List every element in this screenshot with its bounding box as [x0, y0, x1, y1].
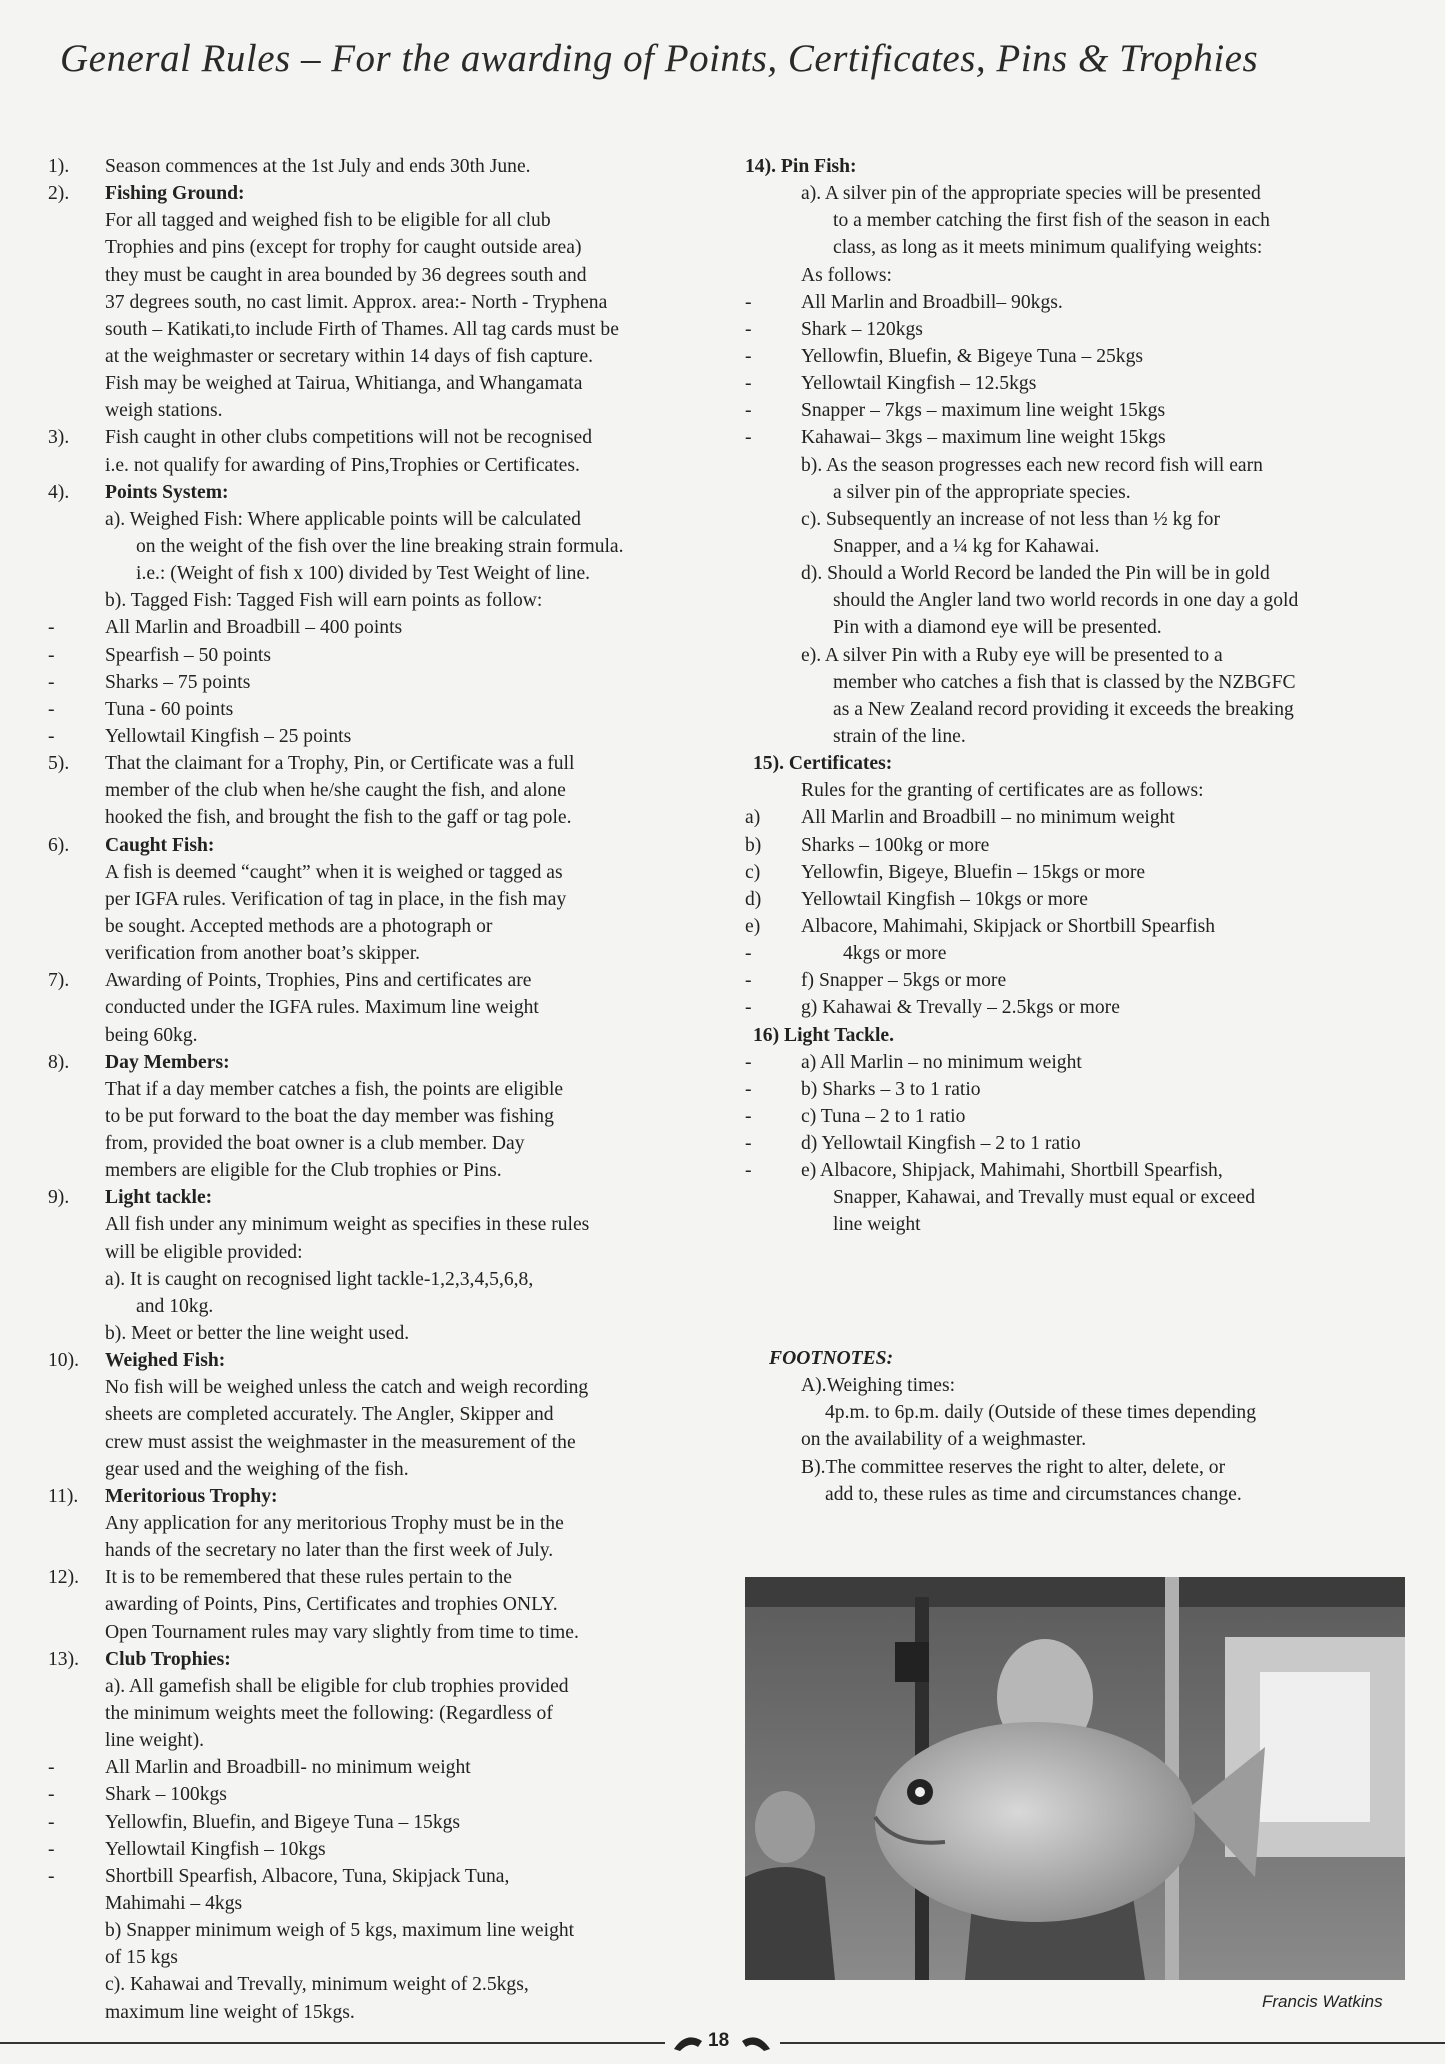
rule-line	[48, 153, 688, 180]
rule-text: Mahimahi – 4kgs	[105, 1893, 243, 1914]
rule-line	[48, 913, 688, 940]
rule-line	[48, 1564, 688, 1591]
rule-line	[48, 1971, 688, 1998]
rule-line	[745, 289, 1405, 316]
rule-text: It is to be remembered that these rules pertain to the	[105, 1567, 512, 1589]
rule-text: All Marlin and Broadbill– 90kgs.	[801, 291, 1063, 313]
rule-line	[48, 1347, 688, 1374]
angler-with-snapper-image	[745, 1577, 1405, 1980]
rule-text: Fish caught in other clubs competitions will not be recognised	[105, 427, 593, 449]
rule-line	[48, 397, 688, 424]
rule-text: as a New Zealand record providing it exceeds the breaking	[833, 698, 1294, 720]
rule-text: Shark – 100kgs	[105, 1784, 227, 1806]
rule-marker: e)	[745, 915, 761, 937]
rule-line	[48, 1374, 688, 1401]
rule-text: B).The committee reserves the right to alter, delete, or	[801, 1456, 1226, 1478]
rule-line	[745, 642, 1405, 669]
rule-text: Rules for the granting of certificates are as follows:	[801, 780, 1204, 802]
rule-marker: -	[745, 943, 752, 965]
rule-line	[48, 1022, 688, 1049]
rule-text: Yellowtail Kingfish – 10kgs	[105, 1838, 326, 1860]
rule-text: A fish is deemed “caught” when it is weighed or tagged as	[105, 861, 563, 883]
rule-line	[48, 1863, 688, 1890]
rule-line	[745, 1481, 1405, 1508]
rule-line	[48, 1646, 688, 1673]
rule-line	[48, 506, 688, 533]
rule-text: should the Angler land two world records in one day a gold	[833, 590, 1299, 612]
rule-text: g) Kahawai & Trevally – 2.5kgs or more	[801, 997, 1120, 1019]
rule-line	[745, 994, 1405, 1021]
rule-text: b). Tagged Fish: Tagged Fish will earn points as follow:	[105, 590, 543, 612]
rule-line	[48, 886, 688, 913]
rule-line	[48, 614, 688, 641]
rule-marker: 11).	[48, 1485, 79, 1507]
rule-text: 4p.m. to 6p.m. daily (Outside of these times depending	[825, 1402, 1256, 1424]
rule-text: Tuna - 60 points	[105, 698, 234, 720]
rule-text: That the claimant for a Trophy, Pin, or Certificate was a full	[105, 753, 575, 775]
rule-text: will be eligible provided:	[105, 1241, 303, 1263]
rule-line	[745, 343, 1405, 370]
rule-marker: -	[745, 1105, 752, 1127]
rule-text: hooked the fish, and brought the fish to the gaff or tag pole.	[105, 807, 572, 829]
rule-text: Spearfish – 50 points	[105, 644, 271, 666]
rule-line	[48, 804, 688, 831]
rule-text: A).Weighing times:	[801, 1375, 956, 1397]
rule-marker: 6).	[48, 834, 70, 856]
rule-marker: a)	[745, 807, 761, 829]
rule-text: Albacore, Mahimahi, Skipjack or Shortbill Spearfish	[801, 915, 1216, 937]
rule-text: Any application for any meritorious Trophy must be in the	[105, 1513, 564, 1535]
rule-line	[48, 207, 688, 234]
rule-line	[745, 452, 1405, 479]
rule-line	[48, 1944, 688, 1971]
rule-text: and 10kg.	[136, 1295, 214, 1317]
rule-line	[48, 1673, 688, 1700]
rule-marker: b)	[745, 834, 762, 856]
rule-line	[745, 180, 1405, 207]
rule-text: All Marlin and Broadbill – 400 points	[105, 617, 403, 639]
rule-text: 37 degrees south, no cast limit. Approx. area:- North - Tryphena	[105, 291, 608, 313]
rule-line	[48, 1836, 688, 1863]
rule-line	[48, 370, 688, 397]
rule-line	[48, 1890, 688, 1917]
rule-line	[48, 859, 688, 886]
rule-text: Yellowtail Kingfish – 25 points	[105, 725, 352, 747]
rule-line	[745, 1211, 1405, 1238]
rule-line	[48, 1809, 688, 1836]
rule-text: Shortbill Spearfish, Albacore, Tuna, Skipjack Tuna,	[105, 1865, 510, 1887]
rule-text: on the availability of a weighmaster.	[801, 1429, 1087, 1451]
rule-line	[745, 1049, 1405, 1076]
rule-marker: -	[745, 291, 752, 313]
rule-marker: -	[745, 1078, 752, 1100]
photo-caption: Francis Watkins	[1262, 1992, 1383, 2011]
rule-line	[745, 479, 1405, 506]
rule-line	[48, 1999, 688, 2026]
rule-text: Yellowfin, Bluefin, & Bigeye Tuna – 25kgs	[801, 345, 1144, 367]
rule-marker: 8).	[48, 1051, 70, 1073]
rule-line	[745, 614, 1405, 641]
rule-marker: -	[48, 725, 55, 747]
rule-marker: -	[745, 427, 752, 449]
rule-marker: -	[48, 1784, 55, 1806]
rule-text: Day Members:	[105, 1051, 230, 1073]
rule-line	[48, 669, 688, 696]
rule-text: from, provided the boat owner is a club member. Day	[105, 1133, 525, 1155]
rule-text: c). Kahawai and Trevally, minimum weight of 2.5kgs,	[105, 1974, 529, 1996]
rule-marker: -	[48, 671, 55, 693]
rule-marker: -	[48, 1757, 55, 1779]
rule-line	[48, 560, 688, 587]
rule-text: Yellowtail Kingfish – 10kgs or more	[801, 888, 1089, 910]
rule-line	[48, 1103, 688, 1130]
rule-line	[48, 262, 688, 289]
rule-marker: 7).	[48, 970, 70, 992]
rule-line	[48, 1537, 688, 1564]
angler-photo	[745, 1577, 1405, 1980]
rule-text: conducted under the IGFA rules. Maximum line weight	[105, 997, 539, 1019]
page-number: 18	[708, 2030, 730, 2051]
rule-line	[48, 994, 688, 1021]
rule-text: All Marlin and Broadbill – no minimum weight	[801, 807, 1175, 829]
rule-text: Sharks – 100kg or more	[801, 834, 990, 856]
rule-text: crew must assist the weighmaster in the measurement of the	[105, 1431, 576, 1453]
rule-text: Kahawai– 3kgs – maximum line weight 15kgs	[801, 427, 1166, 449]
rule-text: Season commences at the 1st July and ends 30th June.	[105, 156, 531, 177]
rule-text: e) Albacore, Shipjack, Mahimahi, Shortbill Spearfish,	[801, 1160, 1223, 1182]
rule-line	[745, 1130, 1405, 1157]
rule-text: c). Subsequently an increase of not less than ½ kg for	[801, 508, 1220, 530]
rule-line	[745, 1372, 1405, 1399]
rule-marker: 3).	[48, 427, 70, 449]
rule-marker: -	[48, 644, 55, 666]
rule-text: strain of the line.	[833, 725, 966, 747]
rule-line	[745, 397, 1405, 424]
rule-text: Yellowtail Kingfish – 12.5kgs	[801, 373, 1037, 395]
rule-line	[48, 1483, 688, 1510]
rule-marker: 4).	[48, 481, 70, 503]
rule-text: sheets are completed accurately. The Angler, Skipper and	[105, 1404, 554, 1426]
rule-line	[48, 1619, 688, 1646]
rule-text: Points System:	[105, 481, 229, 503]
rule-line	[48, 723, 688, 750]
rule-line	[745, 750, 1405, 777]
rule-text: No fish will be weighed unless the catch and weigh recording	[105, 1377, 589, 1399]
rule-text: Meritorious Trophy:	[105, 1485, 278, 1507]
rule-text: 15). Certificates:	[753, 753, 893, 775]
rule-line	[745, 533, 1405, 560]
rule-text: That if a day member catches a fish, the points are eligible	[105, 1078, 564, 1100]
rule-marker: c)	[745, 861, 761, 883]
rule-text: at the weighmaster or secretary within 14 days of fish capture.	[105, 345, 594, 367]
rule-text: to be put forward to the boat the day member was fishing	[105, 1105, 554, 1127]
rule-marker: -	[48, 1865, 55, 1887]
rule-line	[48, 642, 688, 669]
rule-text: Sharks – 75 points	[105, 671, 251, 693]
rule-line	[745, 1399, 1405, 1426]
right-column-rules	[745, 153, 1405, 1239]
rule-line	[745, 316, 1405, 343]
rule-text: Fishing Ground:	[105, 183, 245, 205]
rule-text: 4kgs or more	[843, 943, 947, 965]
rule-text: member of the club when he/she caught the fish, and alone	[105, 780, 566, 802]
rule-line	[48, 1320, 688, 1347]
left-column-rules	[48, 153, 688, 2026]
rule-line	[745, 506, 1405, 533]
rule-text: south – Katikati,to include Firth of Thames. All tag cards must be	[105, 318, 619, 340]
rule-line	[745, 153, 1405, 180]
rule-line	[48, 777, 688, 804]
rule-text: hands of the secretary no later than the first week of July.	[105, 1540, 554, 1562]
rule-line	[48, 1591, 688, 1618]
rule-text: For all tagged and weighed fish to be eligible for all club	[105, 210, 551, 232]
rule-line	[745, 696, 1405, 723]
rule-text: b). As the season progresses each new record fish will earn	[801, 454, 1263, 476]
rule-text: Snapper – 7kgs – maximum line weight 15kgs	[801, 400, 1166, 422]
rule-line	[48, 1727, 688, 1754]
rule-text: c) Tuna – 2 to 1 ratio	[801, 1105, 966, 1127]
rule-marker: -	[745, 400, 752, 422]
rule-text: member who catches a fish that is classed by the NZBGFC	[833, 671, 1296, 693]
rule-line	[745, 913, 1405, 940]
rule-text: Snapper, and a ¼ kg for Kahawai.	[833, 535, 1100, 557]
rule-line	[745, 886, 1405, 913]
rule-text: e). A silver Pin with a Ruby eye will be presented to a	[801, 644, 1223, 666]
rule-marker: -	[745, 1051, 752, 1073]
rule-line	[48, 180, 688, 207]
rule-text: Snapper, Kahawai, and Trevally must equal or exceed	[833, 1187, 1255, 1209]
rule-line	[745, 804, 1405, 831]
rule-text: class, as long as it meets minimum qualifying weights:	[833, 237, 1263, 259]
footer-divider-right	[780, 2042, 1445, 2044]
rule-text: i.e.: (Weight of fish x 100) divided by Test Weight of line.	[136, 563, 591, 585]
rule-marker: d)	[745, 888, 762, 910]
rule-text: of 15 kgs	[105, 1947, 178, 1969]
rule-marker: -	[48, 617, 55, 639]
rule-text: maximum line weight of 15kgs.	[105, 2001, 355, 2023]
rule-line	[745, 777, 1405, 804]
rule-text: Pin with a diamond eye will be presented.	[833, 617, 1162, 639]
rule-line	[48, 1130, 688, 1157]
rule-marker: 13).	[48, 1648, 80, 1670]
rule-line	[48, 1429, 688, 1456]
rule-line	[48, 750, 688, 777]
footer-divider-left	[0, 2042, 665, 2044]
rule-line	[48, 1211, 688, 1238]
rule-line	[745, 859, 1405, 886]
rule-line	[745, 234, 1405, 261]
rule-text: per IGFA rules. Verification of tag in place, in the fish may	[105, 888, 567, 910]
rule-line	[48, 452, 688, 479]
rule-line	[48, 1401, 688, 1428]
rule-text: gear used and the weighing of the fish.	[105, 1458, 409, 1480]
rule-text: Light tackle:	[105, 1187, 213, 1209]
rule-line	[48, 696, 688, 723]
rule-text: Fish may be weighed at Tairua, Whitianga, and Whangamata	[105, 373, 583, 395]
rule-marker: 10).	[48, 1350, 80, 1372]
rule-marker: 1).	[48, 156, 70, 177]
footnotes-title: FOOTNOTES:	[769, 1348, 894, 1369]
rule-marker: -	[745, 1160, 752, 1182]
rule-text: Yellowfin, Bigeye, Bluefin – 15kgs or more	[801, 861, 1146, 883]
rule-line	[745, 587, 1405, 614]
rule-marker: -	[48, 1811, 55, 1833]
rule-line	[48, 424, 688, 451]
footnotes	[745, 1345, 1405, 1508]
rule-line	[745, 424, 1405, 451]
rule-text: 14). Pin Fish:	[745, 156, 857, 177]
rule-line	[745, 560, 1405, 587]
rule-line	[745, 1426, 1405, 1453]
rule-line	[48, 1049, 688, 1076]
rule-marker: -	[745, 373, 752, 395]
rule-text: Caught Fish:	[105, 834, 215, 856]
rule-text: Yellowfin, Bluefin, and Bigeye Tuna – 15kgs	[105, 1811, 461, 1833]
rule-line	[745, 1184, 1405, 1211]
rule-line	[745, 1454, 1405, 1481]
rule-line	[48, 343, 688, 370]
rule-line	[745, 669, 1405, 696]
rule-line	[48, 1239, 688, 1266]
rule-line	[48, 832, 688, 859]
rule-line	[745, 262, 1405, 289]
rule-text: be sought. Accepted methods are a photograph or	[105, 915, 493, 937]
rule-text: on the weight of the fish over the line breaking strain formula.	[136, 535, 624, 557]
rule-line	[48, 234, 688, 261]
page-number-badge	[672, 2027, 772, 2059]
rule-text: b) Snapper minimum weigh of 5 kgs, maximum line weight	[105, 1920, 575, 1942]
rule-line	[48, 1266, 688, 1293]
rule-text: a) All Marlin – no minimum weight	[801, 1051, 1082, 1073]
rule-line	[745, 1076, 1405, 1103]
rule-marker: -	[48, 1838, 55, 1860]
rule-text: d). Should a World Record be landed the Pin will be in gold	[801, 563, 1270, 585]
rule-text: a silver pin of the appropriate species.	[833, 481, 1131, 503]
rule-line	[48, 289, 688, 316]
rule-marker: -	[745, 970, 752, 992]
rule-line	[745, 207, 1405, 234]
rule-line	[745, 832, 1405, 859]
rule-line	[48, 1076, 688, 1103]
rule-line	[48, 587, 688, 614]
rule-marker: -	[745, 345, 752, 367]
rule-text: the minimum weights meet the following: (Regardless of	[105, 1703, 553, 1725]
rule-text: members are eligible for the Club trophies or Pins.	[105, 1160, 502, 1182]
rule-text: Shark – 120kgs	[801, 318, 923, 340]
rule-text: Open Tournament rules may vary slightly from time to time.	[105, 1621, 579, 1643]
rule-text: a). Weighed Fish: Where applicable points will be calculated	[105, 508, 581, 530]
rule-text: add to, these rules as time and circumstances change.	[825, 1483, 1242, 1505]
rule-line	[48, 1700, 688, 1727]
rule-text: a). All gamefish shall be eligible for club trophies provided	[105, 1675, 569, 1697]
rule-text: Weighed Fish:	[105, 1350, 226, 1372]
rule-marker: -	[48, 698, 55, 720]
rule-text: Trophies and pins (except for trophy for caught outside area)	[105, 237, 582, 259]
rule-marker: -	[745, 1133, 752, 1155]
rule-text: to a member catching the first fish of the season in each	[833, 210, 1270, 232]
rule-line	[48, 1184, 688, 1211]
rule-text: b). Meet or better the line weight used.	[105, 1323, 410, 1345]
rule-line	[48, 1456, 688, 1483]
rule-text: line weight	[833, 1214, 921, 1236]
rule-marker: -	[745, 318, 752, 340]
rule-line	[48, 1754, 688, 1781]
rule-line	[745, 723, 1405, 750]
rule-marker: 12).	[48, 1567, 80, 1589]
rule-line	[48, 1510, 688, 1537]
rule-text: awarding of Points, Pins, Certificates and trophies ONLY.	[105, 1594, 558, 1616]
rule-text: weigh stations.	[105, 400, 223, 422]
rule-line	[48, 533, 688, 560]
rule-text: d) Yellowtail Kingfish – 2 to 1 ratio	[801, 1133, 1081, 1155]
rule-line	[745, 370, 1405, 397]
rule-text: i.e. not qualify for awarding of Pins,Trophies or Certificates.	[105, 454, 580, 476]
rule-marker: 2).	[48, 183, 70, 205]
rule-line	[745, 940, 1405, 967]
rule-text: 16) Light Tackle.	[753, 1024, 894, 1046]
rule-line	[48, 1293, 688, 1320]
rule-text: a). A silver pin of the appropriate species will be presented	[801, 183, 1261, 205]
rule-text: a). It is caught on recognised light tackle-1,2,3,4,5,6,8,	[105, 1268, 534, 1290]
rule-line	[745, 1103, 1405, 1130]
rule-text: Club Trophies:	[105, 1648, 231, 1670]
rule-line	[48, 1781, 688, 1808]
rule-line	[48, 967, 688, 994]
rule-text: they must be caught in area bounded by 36 degrees south and	[105, 264, 587, 286]
rule-line	[48, 940, 688, 967]
rule-text: As follows:	[801, 264, 892, 286]
rule-text: All Marlin and Broadbill- no minimum weight	[105, 1757, 471, 1779]
rule-text: line weight).	[105, 1730, 205, 1752]
rule-text: f) Snapper – 5kgs or more	[801, 970, 1007, 992]
rule-marker: 5).	[48, 753, 70, 775]
rule-text: All fish under any minimum weight as specifies in these rules	[105, 1214, 590, 1236]
page-title: General Rules – For the awarding of Points, Certificates, Pins & Trophies	[60, 37, 1259, 80]
rule-text: b) Sharks – 3 to 1 ratio	[801, 1078, 981, 1100]
rule-line	[745, 1157, 1405, 1184]
rule-text: being 60kg.	[105, 1024, 198, 1046]
rule-line	[745, 1022, 1405, 1049]
rule-line	[745, 967, 1405, 994]
rule-marker: 9).	[48, 1187, 70, 1209]
rule-line	[48, 1157, 688, 1184]
rule-text: Awarding of Points, Trophies, Pins and certificates are	[105, 970, 532, 992]
rule-marker: -	[745, 997, 752, 1019]
rule-line	[48, 316, 688, 343]
rule-line	[48, 479, 688, 506]
rule-text: verification from another boat’s skipper.	[105, 943, 421, 965]
rule-line	[48, 1917, 688, 1944]
